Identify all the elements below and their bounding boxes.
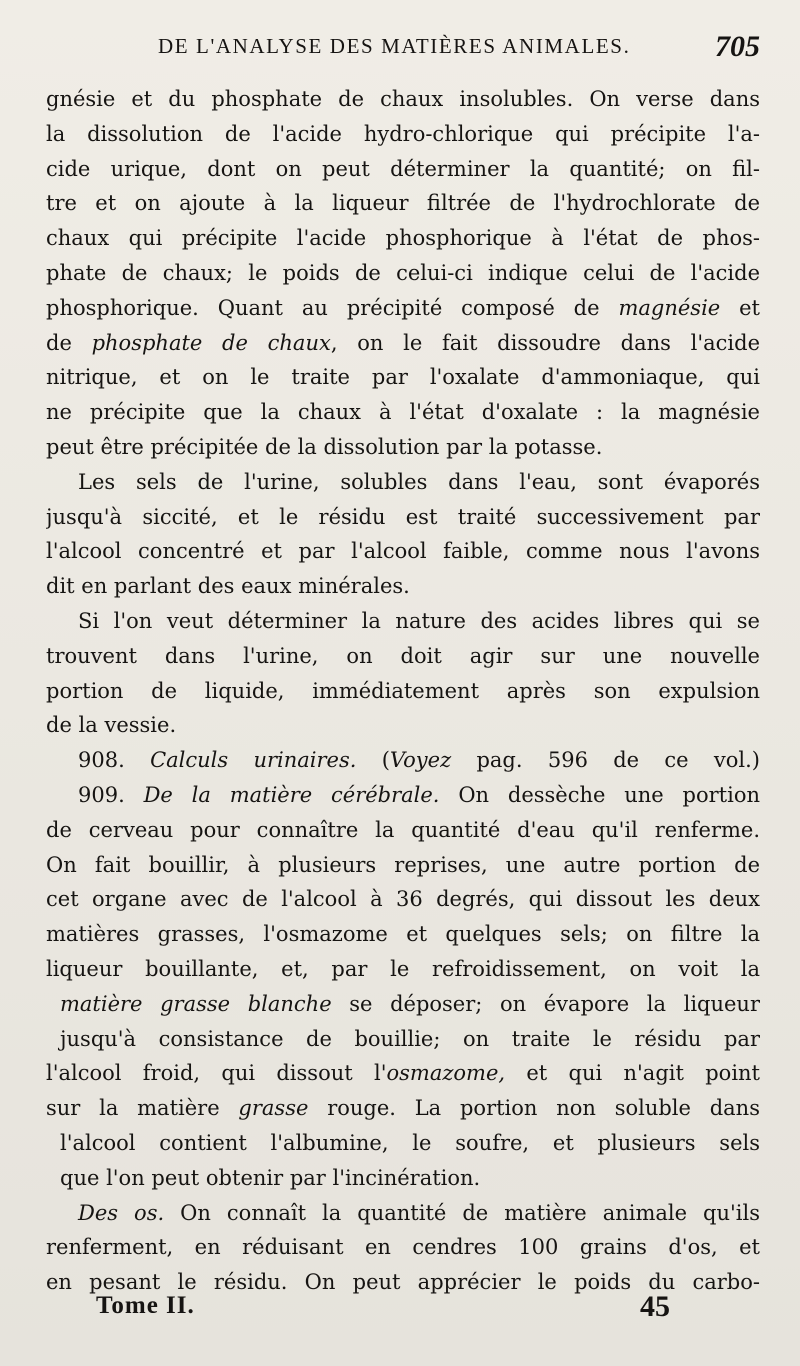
text-segment: Si l'on veut déterminer la nature des acides libres qui se	[78, 608, 760, 633]
text-segment: 908.	[78, 748, 151, 773]
text-line	[46, 186, 760, 221]
text-segment: , on le fait dissoudre dans l'acide	[330, 330, 760, 355]
text-line	[46, 674, 760, 709]
text-line	[46, 256, 760, 291]
text-segment: matières grasses, l'osmazome et quelques sels; on filtre la	[46, 922, 760, 947]
text-line	[46, 952, 760, 987]
text-segment: jusqu'à consistance de bouillie; on traite le résidu par	[60, 1026, 760, 1051]
text-segment: pag. 596 de ce vol.)	[451, 748, 760, 773]
page-header	[40, 30, 760, 70]
italic-segment: De la matière cérébrale.	[143, 782, 440, 807]
italic-segment: magnésie	[618, 295, 721, 320]
text-segment: l'alcool froid, qui dissout l'	[46, 1061, 387, 1086]
text-segment: On connaît la quantité de matière animale qu'ils	[164, 1200, 760, 1225]
text-segment: cide urique, dont on peut déterminer la quantité; on fil-	[46, 156, 760, 181]
running-title: DE L'ANALYSE DES MATIÈRES ANIMALES.	[158, 34, 631, 58]
italic-segment: Des os.	[78, 1200, 165, 1225]
text-line	[46, 1230, 760, 1265]
italic-segment: Calculs urinaires.	[150, 748, 357, 773]
text-line	[46, 465, 760, 500]
signature-number: 45	[640, 1290, 670, 1323]
text-segment: que l'on peut obtenir par l'incinération.	[60, 1165, 481, 1190]
text-segment: tre et on ajoute à la liqueur filtrée de l'hydrochlorate de	[46, 191, 760, 216]
text-line	[46, 117, 760, 152]
text-segment: et qui n'agit point	[505, 1061, 760, 1086]
text-line	[46, 82, 760, 117]
text-segment: renferment, en réduisant en cendres 100 grains d'os, et	[46, 1235, 760, 1260]
text-line	[46, 534, 760, 569]
text-line	[46, 291, 760, 326]
text-line	[46, 326, 760, 361]
page-footer	[96, 1292, 670, 1332]
text-line	[46, 639, 760, 674]
text-segment: liqueur bouillante, et, par le refroidissement, on voit la	[46, 956, 760, 981]
text-segment: se déposer; on évapore la liqueur	[331, 991, 760, 1016]
text-line	[46, 882, 760, 917]
text-line	[46, 708, 760, 743]
text-segment: peut être précipitée de la dissolution par la potasse.	[46, 434, 603, 459]
text-segment: la dissolution de l'acide hydro-chlorique qui précipite l'a-	[46, 121, 760, 146]
text-segment: rouge. La portion non soluble dans	[308, 1096, 760, 1121]
text-line	[46, 1126, 760, 1161]
text-line	[46, 778, 760, 813]
text-segment: l'alcool contient l'albumine, le soufre, et plusieurs sels	[60, 1130, 760, 1155]
text-line	[46, 743, 760, 778]
text-segment: sur la matière	[46, 1096, 239, 1121]
text-segment: l'alcool concentré et par l'alcool faible, comme nous l'avons	[46, 539, 760, 564]
text-segment: dit en parlant des eaux minérales.	[46, 574, 410, 599]
text-segment: phosphorique. Quant au précipité composé de	[46, 295, 619, 320]
text-segment: cet organe avec de l'alcool à 36 degrés, qui dissout les deux	[46, 887, 760, 912]
text-line	[46, 395, 760, 430]
text-segment: ne précipite que la chaux à l'état d'oxalate : la magnésie	[46, 400, 760, 425]
italic-segment: phosphate de chaux	[91, 330, 331, 355]
text-line	[46, 987, 760, 1022]
text-segment: de cerveau pour connaître la quantité d'eau qu'il renferme.	[46, 817, 760, 842]
text-line	[46, 1196, 760, 1231]
text-segment: phate de chaux; le poids de celui-ci indique celui de l'acide	[46, 260, 760, 285]
text-line	[46, 152, 760, 187]
text-segment: de la vessie.	[46, 713, 177, 738]
text-line	[46, 813, 760, 848]
text-segment: jusqu'à siccité, et le résidu est traité successivement par	[46, 504, 760, 529]
text-line	[46, 569, 760, 604]
text-segment: chaux qui précipite l'acide phosphorique à l'état de phos-	[46, 226, 760, 251]
italic-segment: Voyez	[389, 748, 452, 773]
text-segment: de	[46, 330, 92, 355]
text-line	[46, 848, 760, 883]
text-segment: (	[356, 748, 390, 773]
text-line	[46, 1161, 760, 1196]
italic-segment: grasse	[238, 1096, 309, 1121]
text-line	[46, 1022, 760, 1057]
text-line	[46, 500, 760, 535]
text-segment: Les sels de l'urine, solubles dans l'eau, sont évaporés	[78, 469, 760, 494]
volume-signature: Tome II.	[96, 1292, 195, 1319]
text-segment: gnésie et du phosphate de chaux insolubles. On verse dans	[46, 87, 760, 111]
text-segment: trouvent dans l'urine, on doit agir sur une nouvelle	[46, 643, 760, 668]
page-number: 705	[715, 30, 760, 63]
text-segment: en pesant le résidu. On peut apprécier le poids du carbo-	[46, 1270, 760, 1295]
italic-segment: osmazome,	[386, 1061, 506, 1086]
text-line	[46, 430, 760, 465]
body-text	[46, 82, 760, 1300]
text-segment: portion de liquide, immédiatement après son expulsion	[46, 678, 760, 703]
italic-segment: matière grasse blanche	[60, 991, 332, 1016]
text-line	[46, 1091, 760, 1126]
text-segment: 909.	[78, 782, 144, 807]
text-line	[46, 917, 760, 952]
text-line	[46, 360, 760, 395]
text-line	[46, 221, 760, 256]
text-segment: nitrique, et on le traite par l'oxalate d'ammoniaque, qui	[46, 365, 760, 390]
text-line	[46, 1056, 760, 1091]
text-segment: On fait bouillir, à plusieurs reprises, une autre portion de	[46, 852, 760, 877]
text-segment: et	[720, 295, 760, 320]
text-segment: On dessèche une portion	[439, 782, 760, 807]
text-line	[46, 604, 760, 639]
